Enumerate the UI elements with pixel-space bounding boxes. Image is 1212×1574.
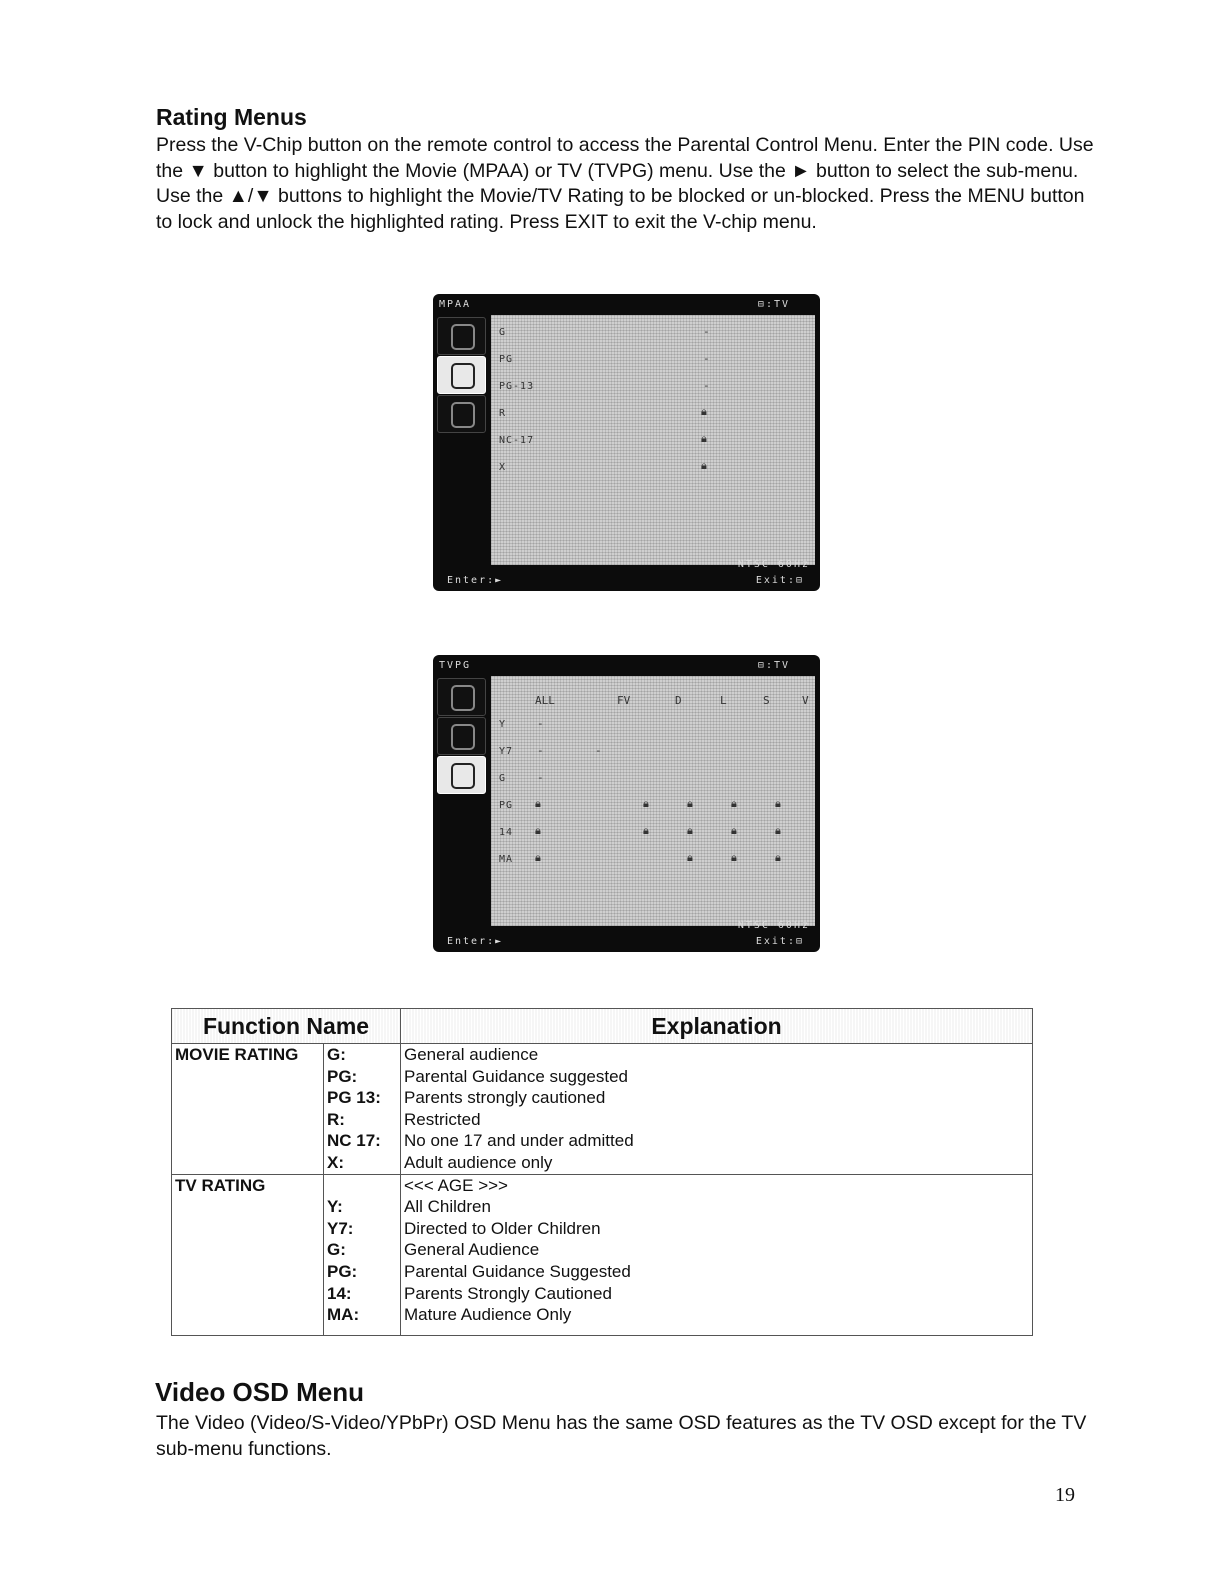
- unlock-dash: -: [703, 352, 710, 365]
- table-row: [172, 1044, 1033, 1066]
- unlock-dash: -: [703, 379, 710, 392]
- mpaa-row[interactable]: G: [499, 327, 507, 338]
- table-row: [172, 1261, 1033, 1283]
- tvpg-col-header: V: [802, 694, 809, 707]
- tv-rating-label: TV RATING: [172, 1174, 324, 1196]
- lock-icon: 🔒︎: [535, 797, 541, 810]
- tvpg-rating-panel: [491, 676, 815, 926]
- table-row: [172, 1239, 1033, 1261]
- lock-menu-icon: [437, 678, 486, 716]
- rating-code: X:: [324, 1152, 401, 1174]
- table-row: [172, 1130, 1033, 1152]
- movie-rating-label: MOVIE RATING: [172, 1044, 324, 1066]
- tv-menu-icon: [437, 395, 486, 433]
- lock-icon: 🔒︎: [731, 797, 737, 810]
- tvpg-osd-screen: [433, 655, 820, 952]
- rating-explanation: General audience: [401, 1044, 1033, 1066]
- rating-code: PG:: [324, 1066, 401, 1088]
- mpaa-row[interactable]: PG: [499, 354, 514, 365]
- lock-icon: 🔒︎: [701, 432, 707, 445]
- rating-explanation: All Children: [401, 1196, 1033, 1218]
- page-number: 19: [1055, 1484, 1075, 1506]
- mpaa-row[interactable]: X: [499, 462, 507, 473]
- exit-hint: Exit:⊟: [755, 936, 804, 947]
- unlock-dash: -: [703, 325, 710, 338]
- mpaa-row[interactable]: NC-17: [499, 435, 535, 446]
- explanation-header: Explanation: [401, 1009, 1033, 1044]
- lock-icon: 🔒︎: [687, 824, 693, 837]
- lock-icon: 🔒︎: [731, 824, 737, 837]
- lock-icon: 🔒︎: [535, 824, 541, 837]
- rating-code: Y:: [324, 1196, 401, 1218]
- table-row: [172, 1109, 1033, 1131]
- osd-title: MPAA: [439, 299, 472, 310]
- unlock-dash: -: [537, 717, 544, 730]
- rating-code: MA:: [324, 1304, 401, 1336]
- tvpg-row[interactable]: G: [499, 773, 507, 784]
- tv-menu-icon: [437, 756, 486, 794]
- lock-icon: 🔒︎: [775, 797, 781, 810]
- function-name-header: Function Name: [172, 1009, 401, 1044]
- tvpg-col-header: S: [763, 694, 770, 707]
- rating-explanation: General Audience: [401, 1239, 1033, 1261]
- table-row: [172, 1283, 1033, 1305]
- rating-explanation: Parental Guidance Suggested: [401, 1261, 1033, 1283]
- lock-icon: 🔒︎: [643, 797, 649, 810]
- rating-explanation: <<< AGE >>>: [401, 1174, 1033, 1196]
- rating-explanation: Parents strongly cautioned: [401, 1087, 1033, 1109]
- tvpg-row[interactable]: Y: [499, 719, 507, 730]
- signal-readout: NTSC 60Hz: [737, 920, 810, 931]
- mpaa-rating-panel: [491, 315, 815, 565]
- lock-icon: 🔒︎: [535, 851, 541, 864]
- mpaa-row[interactable]: R: [499, 408, 507, 419]
- mpaa-osd-screen: [433, 294, 820, 591]
- osd-source: ⊟:TV: [757, 299, 790, 310]
- rating-code: G:: [324, 1239, 401, 1261]
- rating-menus-paragraph: Press the V-Chip button on the remote control to access the Parental Control Menu. Enter the PIN code. Use the ▼ button to highlight the Movie (MPAA) or TV (TVPG) menu. Use the ► button to select the sub-menu. Use the ▲/▼ buttons to highlight the Movie/TV Rating to be blocked or un-blocked. Press the MENU button to lock and unlock the highlighted rating. Press EXIT to exit the V-chip menu.: [156, 134, 1094, 233]
- tvpg-row[interactable]: Y7: [499, 746, 514, 757]
- table-row: [172, 1304, 1033, 1336]
- osd-title: TVPG: [439, 660, 472, 671]
- unlock-dash: -: [595, 744, 602, 757]
- mpaa-row[interactable]: PG-13: [499, 381, 535, 392]
- exit-hint: Exit:⊟: [755, 575, 804, 586]
- rating-code: PG:: [324, 1261, 401, 1283]
- lock-icon: 🔒︎: [775, 824, 781, 837]
- rating-explanation: Restricted: [401, 1109, 1033, 1131]
- video-osd-paragraph: The Video (Video/S-Video/YPbPr) OSD Menu has the same OSD features as the TV OSD except for the TV sub-menu functions.: [156, 1412, 1087, 1460]
- tvpg-row[interactable]: MA: [499, 854, 514, 865]
- lock-icon: 🔒︎: [731, 851, 737, 864]
- rating-table: [171, 1008, 1033, 1336]
- lock-icon: 🔒︎: [775, 851, 781, 864]
- lock-icon: 🔒︎: [701, 405, 707, 418]
- lock-icon: 🔒︎: [643, 824, 649, 837]
- unlock-dash: -: [537, 744, 544, 757]
- video-osd-heading: Video OSD Menu: [155, 1377, 364, 1407]
- tvpg-row[interactable]: 14: [499, 827, 514, 838]
- rating-explanation: Mature Audience Only: [401, 1304, 1033, 1336]
- enter-hint: Enter:►: [447, 936, 504, 947]
- lock-icon: 🔒︎: [687, 851, 693, 864]
- rating-explanation: Parents Strongly Cautioned: [401, 1283, 1033, 1305]
- table-row: [172, 1174, 1033, 1196]
- rating-explanation: Parental Guidance suggested: [401, 1066, 1033, 1088]
- rating-code: Y7:: [324, 1218, 401, 1240]
- table-row: [172, 1152, 1033, 1174]
- osd-source: ⊟:TV: [757, 660, 790, 671]
- tvpg-row[interactable]: PG: [499, 800, 514, 811]
- rating-explanation: Directed to Older Children: [401, 1218, 1033, 1240]
- rating-code: G:: [324, 1044, 401, 1066]
- table-row: [172, 1087, 1033, 1109]
- movie-menu-icon: [437, 356, 486, 394]
- table-row: [172, 1218, 1033, 1240]
- rating-explanation: No one 17 and under admitted: [401, 1130, 1033, 1152]
- movie-menu-icon: [437, 717, 486, 755]
- lock-menu-icon: [437, 317, 486, 355]
- rating-menus-heading: Rating Menus: [156, 104, 307, 130]
- unlock-dash: -: [537, 771, 544, 784]
- lock-icon: 🔒︎: [687, 797, 693, 810]
- enter-hint: Enter:►: [447, 575, 504, 586]
- rating-code: [324, 1174, 401, 1196]
- table-row: [172, 1196, 1033, 1218]
- tvpg-col-header: ALL: [535, 694, 555, 707]
- tvpg-col-header: FV: [617, 694, 631, 707]
- signal-readout: NTSC 60Hz: [737, 559, 810, 570]
- tvpg-col-header: L: [720, 694, 727, 707]
- rating-explanation: Adult audience only: [401, 1152, 1033, 1174]
- tvpg-col-header: D: [675, 694, 682, 707]
- rating-code: R:: [324, 1109, 401, 1131]
- table-row: [172, 1066, 1033, 1088]
- rating-code: PG 13:: [324, 1087, 401, 1109]
- rating-code: 14:: [324, 1283, 401, 1305]
- rating-code: NC 17:: [324, 1130, 401, 1152]
- lock-icon: 🔒︎: [701, 459, 707, 472]
